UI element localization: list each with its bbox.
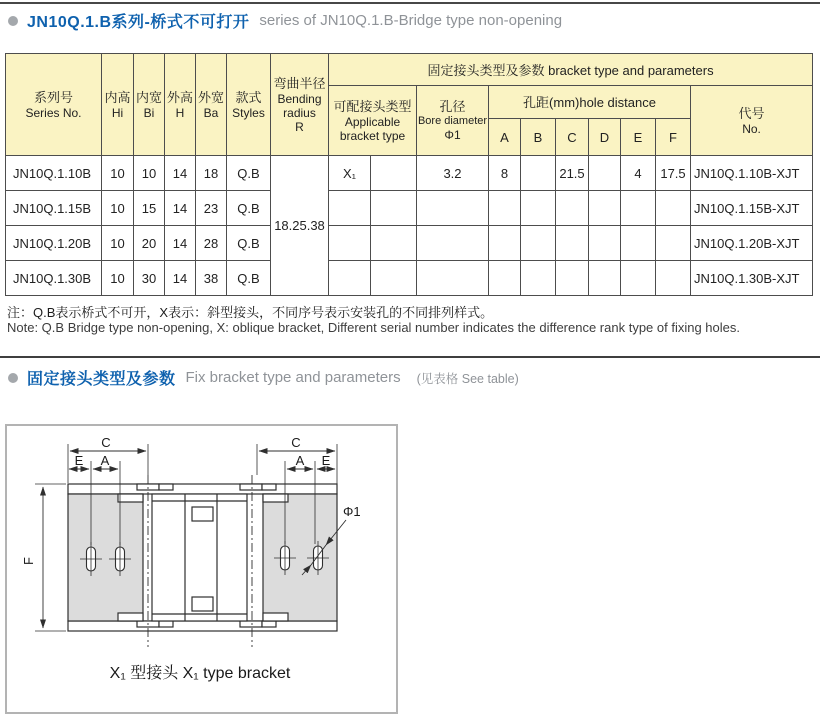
cell-bore: 3.2: [417, 156, 489, 191]
cell-f: [656, 261, 691, 296]
cell-hi: 10: [102, 226, 134, 261]
cell-b: [521, 226, 556, 261]
cell-bracket2: [371, 261, 417, 296]
spec-table: [5, 53, 813, 296]
cell-a: 8: [489, 156, 521, 191]
col-header-bore-diameter: 孔径 Bore diameter Φ1: [417, 86, 489, 156]
cell-c: [556, 191, 589, 226]
spec-table-wrap: [5, 53, 813, 296]
note-en: Note: Q.B Bridge type non-opening, X: oblique bracket, Different serial number indicates the difference rank type of fixing holes.: [7, 320, 740, 335]
dim-label-c-left: C: [101, 435, 111, 450]
dim-label-a-left: A: [100, 453, 110, 468]
col-header-bracket-group: 固定接头类型及参数 bracket type and parameters: [329, 54, 813, 86]
col-header-bi: 内宽 Bi: [134, 54, 165, 156]
col-header-hi: 内高 Hi: [102, 54, 134, 156]
bullet-icon: [8, 373, 18, 383]
bullet-icon: [8, 16, 18, 26]
section-title-bracket: [8, 366, 519, 389]
col-header-applicable-bracket: 可配接头类型 Applicable bracket type: [329, 86, 417, 156]
cell-bracket: [329, 261, 371, 296]
cell-style: Q.B: [227, 261, 271, 296]
cell-bi: 20: [134, 226, 165, 261]
dim-label-f: F: [21, 557, 36, 565]
cell-b: [521, 191, 556, 226]
cell-d: [589, 261, 621, 296]
cell-c: [556, 261, 589, 296]
cell-bore: [417, 191, 489, 226]
cell-f: [656, 191, 691, 226]
bracket-diagram-box: [5, 424, 398, 714]
section2-title-en: Fix bracket type and parameters: [185, 369, 401, 386]
cell-c: 21.5: [556, 156, 589, 191]
cell-code: JN10Q.1.10B-XJT: [691, 156, 813, 191]
cell-ba: 23: [196, 191, 227, 226]
cell-e: 4: [621, 156, 656, 191]
cell-h: 14: [165, 226, 196, 261]
phi-label: Φ1: [343, 504, 361, 519]
section2-note: (见表格 See table): [416, 371, 519, 386]
bracket-middle-link: [152, 494, 247, 621]
cell-code: JN10Q.1.20B-XJT: [691, 226, 813, 261]
cell-hi: 10: [102, 191, 134, 226]
cell-b: [521, 156, 556, 191]
dim-label-e-left: E: [74, 453, 84, 468]
cell-bracket: X₁: [329, 156, 371, 191]
cell-bi: 30: [134, 261, 165, 296]
bracket-diagram: [7, 426, 392, 708]
cell-d: [589, 226, 621, 261]
cell-ba: 38: [196, 261, 227, 296]
col-header-bending-radius: 弯曲半径 Bending radius R: [271, 54, 329, 156]
cell-bore: [417, 261, 489, 296]
table-row: [6, 261, 813, 296]
cell-style: Q.B: [227, 226, 271, 261]
note-zh: 注：Q.B表示桥式不可开，X表示：斜型接头，不同序号表示安装孔的不同排列样式。: [7, 305, 494, 320]
cell-bracket2: [371, 226, 417, 261]
section1-title-en: series of JN10Q.1.B-Bridge type non-opening: [259, 12, 563, 29]
section2-title-zh: 固定接头类型及参数: [27, 371, 176, 388]
col-header-h: 外高 H: [165, 54, 196, 156]
cell-h: 14: [165, 261, 196, 296]
dim-label-a-right: A: [295, 453, 305, 468]
cell-e: [621, 226, 656, 261]
diagram-caption: X₁ 型接头 X₁ type bracket: [109, 665, 291, 682]
cell-style: Q.B: [227, 156, 271, 191]
dim-label-c-right: C: [291, 435, 301, 450]
col-header-code: 代号 No.: [691, 86, 813, 156]
section-divider: [0, 356, 820, 358]
cell-bracket2: [371, 156, 417, 191]
top-rule: [0, 2, 820, 4]
col-header-f: F: [656, 119, 691, 156]
cell-ba: 18: [196, 156, 227, 191]
cell-hi: 10: [102, 156, 134, 191]
header-row-1: [6, 54, 813, 86]
cell-ba: 28: [196, 226, 227, 261]
col-header-styles: 款式 Styles: [227, 54, 271, 156]
cell-style: Q.B: [227, 191, 271, 226]
col-header-hole-distance: 孔距(mm)hole distance: [489, 86, 691, 119]
cell-bi: 10: [134, 156, 165, 191]
col-header-series: 系列号 Series No.: [6, 54, 102, 156]
col-header-e: E: [621, 119, 656, 156]
section1-title-zh: JN10Q.1.B系列-桥式不可打开: [27, 14, 250, 31]
cell-h: 14: [165, 156, 196, 191]
cell-bore: [417, 226, 489, 261]
cell-f: 17.5: [656, 156, 691, 191]
cell-a: [489, 226, 521, 261]
col-header-a: A: [489, 119, 521, 156]
table-row: [6, 226, 813, 261]
col-header-ba: 外宽 Ba: [196, 54, 227, 156]
cell-d: [589, 156, 621, 191]
cell-series: JN10Q.1.10B: [6, 156, 102, 191]
col-header-d: D: [589, 119, 621, 156]
cell-bending-radius: 18.25.38: [271, 156, 329, 296]
cell-a: [489, 261, 521, 296]
section-title-series: [8, 9, 562, 32]
cell-a: [489, 191, 521, 226]
cell-f: [656, 226, 691, 261]
cell-d: [589, 191, 621, 226]
cell-series: JN10Q.1.30B: [6, 261, 102, 296]
col-header-c: C: [556, 119, 589, 156]
cell-e: [621, 191, 656, 226]
col-header-b: B: [521, 119, 556, 156]
table-row: [6, 191, 813, 226]
dim-label-e-right: E: [321, 453, 331, 468]
cell-series: JN10Q.1.20B: [6, 226, 102, 261]
cell-bracket: [329, 226, 371, 261]
cell-c: [556, 226, 589, 261]
cell-bracket: [329, 191, 371, 226]
cell-bi: 15: [134, 191, 165, 226]
cell-code: JN10Q.1.30B-XJT: [691, 261, 813, 296]
cell-h: 14: [165, 191, 196, 226]
cell-b: [521, 261, 556, 296]
cell-e: [621, 261, 656, 296]
cell-hi: 10: [102, 261, 134, 296]
cell-bracket2: [371, 191, 417, 226]
table-row: [6, 156, 813, 191]
cell-series: JN10Q.1.15B: [6, 191, 102, 226]
cell-code: JN10Q.1.15B-XJT: [691, 191, 813, 226]
